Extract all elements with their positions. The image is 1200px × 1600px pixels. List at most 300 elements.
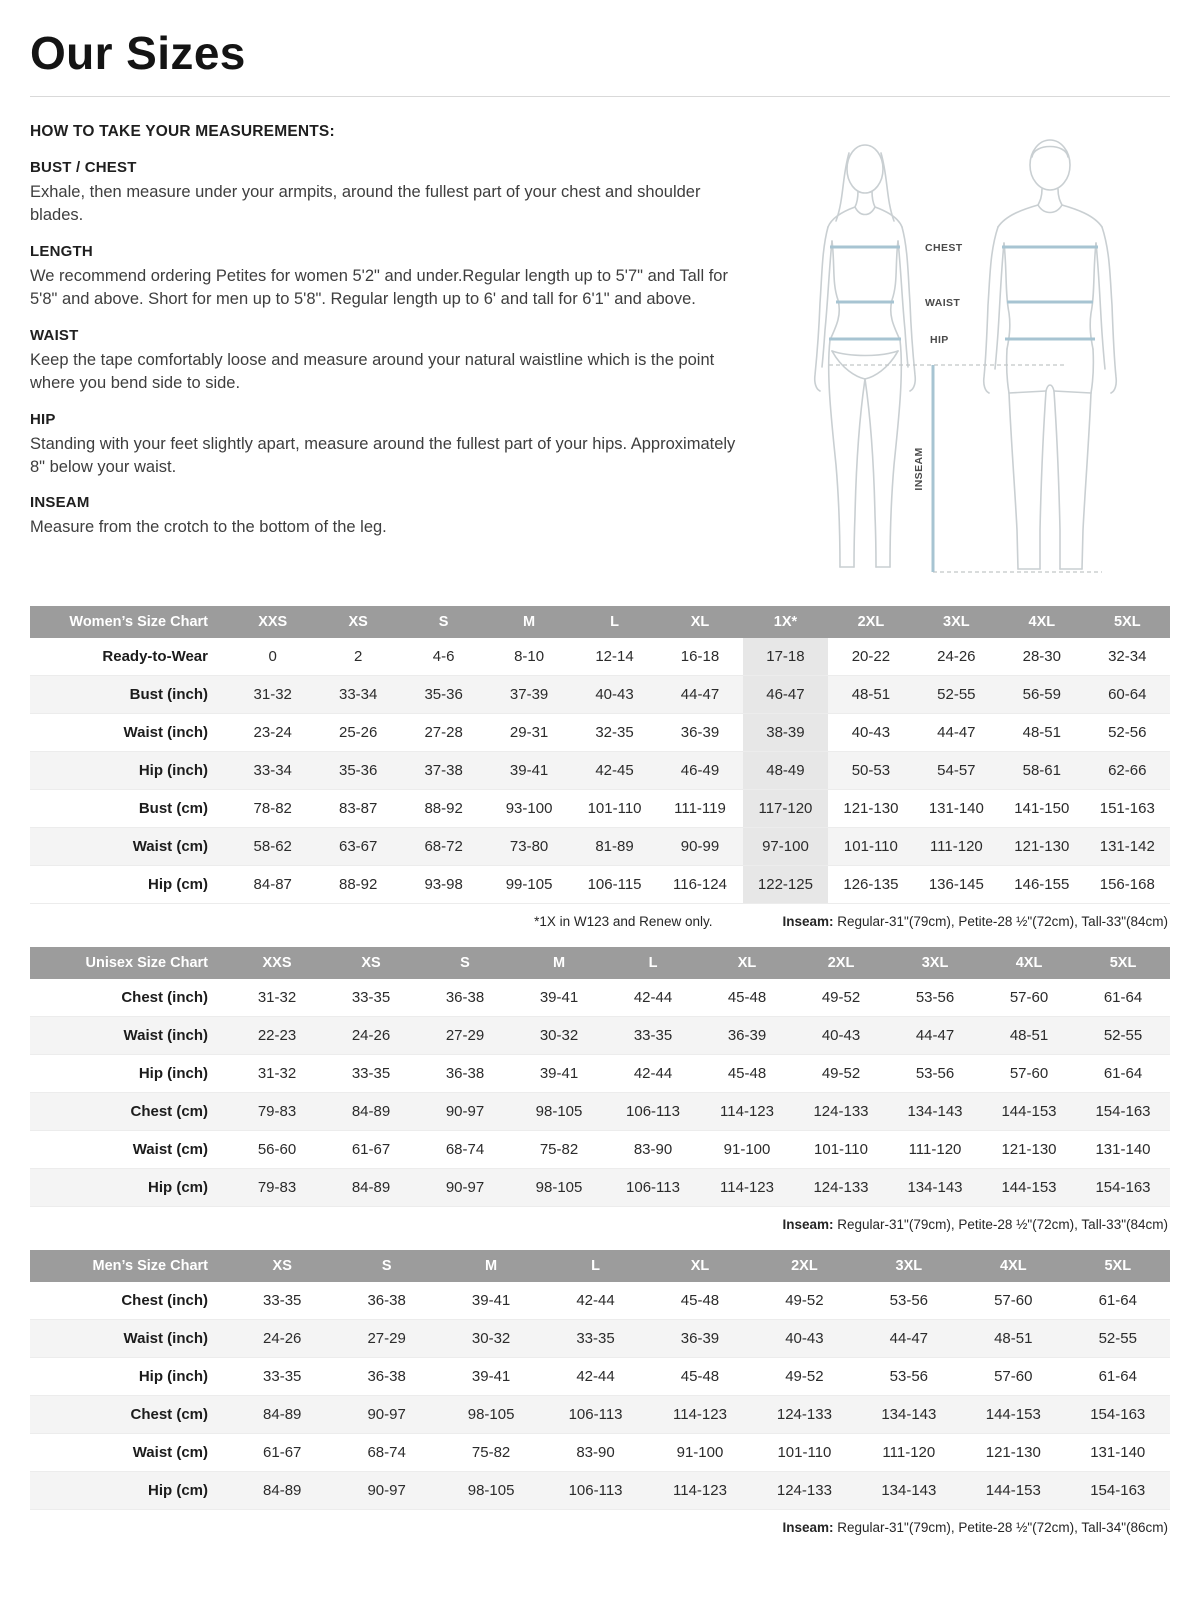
table-row — [30, 1169, 1170, 1207]
size-cell: 84-89 — [230, 1396, 334, 1434]
size-cell: 146-155 — [999, 866, 1084, 904]
row-label: Waist (cm) — [30, 828, 230, 866]
size-cell: 45-48 — [700, 1055, 794, 1093]
size-column-header: M — [486, 606, 571, 638]
size-cell: 114-123 — [700, 1169, 794, 1207]
size-cell: 68-74 — [418, 1131, 512, 1169]
size-cell: 53-56 — [857, 1282, 961, 1320]
size-cell: 90-97 — [334, 1472, 438, 1510]
size-cell: 111-120 — [914, 828, 999, 866]
size-cell: 27-28 — [401, 714, 486, 752]
table-row — [30, 1320, 1170, 1358]
size-cell: 42-44 — [543, 1282, 647, 1320]
size-cell: 75-82 — [512, 1131, 606, 1169]
instruction-section — [30, 327, 752, 396]
table-row — [30, 1093, 1170, 1131]
size-cell: 56-60 — [230, 1131, 324, 1169]
size-cell: 124-133 — [794, 1093, 888, 1131]
size-cell: 30-32 — [512, 1017, 606, 1055]
size-cell: 114-123 — [700, 1093, 794, 1131]
size-cell: 90-97 — [334, 1396, 438, 1434]
size-column-header: 2XL — [794, 947, 888, 979]
size-cell: 121-130 — [828, 790, 913, 828]
size-cell: 54-57 — [914, 752, 999, 790]
size-cell: 42-44 — [543, 1358, 647, 1396]
row-label: Bust (inch) — [30, 676, 230, 714]
table-row — [30, 714, 1170, 752]
size-cell: 117-120 — [743, 790, 828, 828]
size-cell: 24-26 — [230, 1320, 334, 1358]
size-cell: 106-113 — [606, 1093, 700, 1131]
size-column-header: 5XL — [1076, 947, 1170, 979]
table-footnotes — [30, 1510, 1170, 1549]
instruction-section-body: Standing with your feet slightly apart, measure around the fullest part of your hips. Approximately 8" below your waist. — [30, 434, 736, 476]
size-cell: 154-163 — [1076, 1169, 1170, 1207]
mens-table-block — [30, 1250, 1170, 1549]
waist-label: WAIST — [925, 297, 961, 309]
table-row — [30, 790, 1170, 828]
size-cell: 63-67 — [315, 828, 400, 866]
table-row — [30, 1055, 1170, 1093]
size-cell: 40-43 — [752, 1320, 856, 1358]
size-cell: 27-29 — [334, 1320, 438, 1358]
size-cell: 37-39 — [486, 676, 571, 714]
size-column-header: S — [334, 1250, 438, 1282]
size-cell: 20-22 — [828, 638, 913, 676]
measurement-lines — [829, 247, 1102, 572]
instruction-section-body: Measure from the crotch to the bottom of the leg. — [30, 518, 387, 537]
row-label: Chest (inch) — [30, 1282, 230, 1320]
size-column-header: S — [418, 947, 512, 979]
unisex-table-title: Unisex Size Chart — [30, 947, 230, 979]
size-cell: 36-38 — [418, 979, 512, 1017]
size-cell: 33-35 — [324, 1055, 418, 1093]
size-column-header: 5XL — [1066, 1250, 1171, 1282]
size-cell: 37-38 — [401, 752, 486, 790]
instruction-section — [30, 494, 752, 539]
row-label: Chest (cm) — [30, 1396, 230, 1434]
size-cell: 131-140 — [1066, 1434, 1171, 1472]
size-cell: 75-82 — [439, 1434, 543, 1472]
table-row — [30, 638, 1170, 676]
size-cell: 30-32 — [439, 1320, 543, 1358]
size-cell: 52-55 — [914, 676, 999, 714]
size-cell: 49-52 — [752, 1358, 856, 1396]
male-figure-outline — [984, 140, 1117, 569]
size-cell: 16-18 — [657, 638, 742, 676]
size-cell: 46-49 — [657, 752, 742, 790]
size-cell: 45-48 — [700, 979, 794, 1017]
size-cell: 90-99 — [657, 828, 742, 866]
table-header-row — [30, 1250, 1170, 1282]
row-label: Bust (cm) — [30, 790, 230, 828]
size-cell: 58-62 — [230, 828, 315, 866]
size-cell: 38-39 — [743, 714, 828, 752]
inseam-footnote: Inseam: Regular-31"(79cm), Petite-28 ½"(72cm), Tall-33"(84cm) — [782, 914, 1168, 929]
table-row — [30, 1017, 1170, 1055]
instruction-section — [30, 243, 752, 312]
size-cell: 56-59 — [999, 676, 1084, 714]
size-cell: 33-35 — [230, 1282, 334, 1320]
size-cell: 131-140 — [914, 790, 999, 828]
row-label: Hip (inch) — [30, 1358, 230, 1396]
size-cell: 31-32 — [230, 979, 324, 1017]
unisex-table-block — [30, 947, 1170, 1246]
size-cell: 101-110 — [752, 1434, 856, 1472]
size-cell: 24-26 — [324, 1017, 418, 1055]
size-cell: 48-51 — [961, 1320, 1065, 1358]
size-cell: 61-67 — [230, 1434, 334, 1472]
size-cell: 79-83 — [230, 1093, 324, 1131]
size-cell: 49-52 — [794, 1055, 888, 1093]
size-cell: 57-60 — [982, 1055, 1076, 1093]
size-cell: 40-43 — [828, 714, 913, 752]
size-cell: 83-87 — [315, 790, 400, 828]
row-label: Waist (cm) — [30, 1434, 230, 1472]
size-cell: 45-48 — [648, 1282, 752, 1320]
table-row — [30, 1472, 1170, 1510]
size-cell: 106-113 — [606, 1169, 700, 1207]
table-row — [30, 752, 1170, 790]
size-cell: 84-89 — [324, 1093, 418, 1131]
size-cell: 50-53 — [828, 752, 913, 790]
size-column-header: 5XL — [1085, 606, 1170, 638]
table-header-row — [30, 606, 1170, 638]
size-cell: 52-55 — [1066, 1320, 1171, 1358]
size-cell: 49-52 — [752, 1282, 856, 1320]
top-section — [30, 123, 1170, 592]
table-row — [30, 676, 1170, 714]
chest-label: CHEST — [925, 242, 963, 254]
size-column-header: XXS — [230, 606, 315, 638]
size-cell: 101-110 — [572, 790, 657, 828]
size-cell: 57-60 — [961, 1282, 1065, 1320]
inseam-footnote: Inseam: Regular-31"(79cm), Petite-28 ½"(72cm), Tall-33"(84cm) — [782, 1217, 1168, 1232]
size-cell: 29-31 — [486, 714, 571, 752]
size-cell: 60-64 — [1085, 676, 1170, 714]
size-cell: 33-34 — [315, 676, 400, 714]
size-cell: 156-168 — [1085, 866, 1170, 904]
table-row — [30, 1396, 1170, 1434]
row-label: Chest (inch) — [30, 979, 230, 1017]
size-cell: 32-35 — [572, 714, 657, 752]
inseam-footnote-label: Inseam: — [782, 914, 834, 929]
size-cell: 124-133 — [794, 1169, 888, 1207]
size-column-header: 4XL — [961, 1250, 1065, 1282]
size-cell: 42-44 — [606, 979, 700, 1017]
row-label: Chest (cm) — [30, 1093, 230, 1131]
size-column-header: XXS — [230, 947, 324, 979]
size-cell: 131-142 — [1085, 828, 1170, 866]
size-cell: 62-66 — [1085, 752, 1170, 790]
size-column-header: XL — [700, 947, 794, 979]
size-cell: 154-163 — [1076, 1093, 1170, 1131]
size-cell: 154-163 — [1066, 1472, 1171, 1510]
size-cell: 44-47 — [657, 676, 742, 714]
size-column-header: L — [572, 606, 657, 638]
size-column-header: L — [606, 947, 700, 979]
row-label: Hip (inch) — [30, 1055, 230, 1093]
size-cell: 154-163 — [1066, 1396, 1171, 1434]
size-cell: 101-110 — [828, 828, 913, 866]
size-column-header: 3XL — [914, 606, 999, 638]
instructions-heading: HOW TO TAKE YOUR MEASUREMENTS: — [30, 123, 335, 140]
size-cell: 68-74 — [334, 1434, 438, 1472]
size-cell: 39-41 — [512, 979, 606, 1017]
size-cell: 114-123 — [648, 1472, 752, 1510]
instruction-section-title: LENGTH — [30, 242, 93, 260]
size-column-header: XS — [324, 947, 418, 979]
size-cell: 32-34 — [1085, 638, 1170, 676]
page-title: Our Sizes — [30, 27, 246, 79]
size-cell: 44-47 — [888, 1017, 982, 1055]
title-divider — [30, 96, 1170, 97]
womens-size-table — [30, 606, 1170, 904]
size-cell: 61-64 — [1076, 1055, 1170, 1093]
instruction-section-title: INSEAM — [30, 494, 90, 512]
size-cell: 61-64 — [1076, 979, 1170, 1017]
instruction-section-title: HIP — [30, 410, 56, 428]
size-cell: 111-120 — [857, 1434, 961, 1472]
table-row — [30, 866, 1170, 904]
size-cell: 58-61 — [999, 752, 1084, 790]
size-column-header: XS — [230, 1250, 334, 1282]
size-cell: 79-83 — [230, 1169, 324, 1207]
size-cell: 4-6 — [401, 638, 486, 676]
size-cell: 42-44 — [606, 1055, 700, 1093]
size-cell: 144-153 — [961, 1396, 1065, 1434]
row-label: Waist (inch) — [30, 1017, 230, 1055]
size-cell: 31-32 — [230, 1055, 324, 1093]
size-cell: 131-140 — [1076, 1131, 1170, 1169]
mens-size-table — [30, 1250, 1170, 1510]
mens-table-title: Men’s Size Chart — [30, 1250, 230, 1282]
size-cell: 2 — [315, 638, 400, 676]
hip-label: HIP — [930, 334, 949, 346]
size-cell: 36-38 — [418, 1055, 512, 1093]
row-label: Hip (cm) — [30, 866, 230, 904]
size-cell: 36-39 — [657, 714, 742, 752]
instruction-section — [30, 159, 752, 228]
size-cell: 23-24 — [230, 714, 315, 752]
womens-table-block — [30, 606, 1170, 943]
size-cell: 39-41 — [512, 1055, 606, 1093]
size-cell: 134-143 — [888, 1169, 982, 1207]
size-cell: 28-30 — [999, 638, 1084, 676]
womens-table-title: Women’s Size Chart — [30, 606, 230, 638]
inseam-footnote-label: Inseam: — [782, 1520, 834, 1535]
table-row — [30, 1131, 1170, 1169]
size-cell: 98-105 — [512, 1169, 606, 1207]
size-cell: 81-89 — [572, 828, 657, 866]
size-column-header: S — [401, 606, 486, 638]
size-cell: 98-105 — [439, 1396, 543, 1434]
size-column-header: M — [512, 947, 606, 979]
row-label: Ready-to-Wear — [30, 638, 230, 676]
size-cell: 101-110 — [794, 1131, 888, 1169]
size-cell: 40-43 — [794, 1017, 888, 1055]
size-cell: 12-14 — [572, 638, 657, 676]
size-cell: 151-163 — [1085, 790, 1170, 828]
size-cell: 126-135 — [828, 866, 913, 904]
size-cell: 124-133 — [752, 1396, 856, 1434]
size-cell: 144-153 — [961, 1472, 1065, 1510]
size-cell: 48-51 — [999, 714, 1084, 752]
size-cell: 121-130 — [961, 1434, 1065, 1472]
size-cell: 48-51 — [828, 676, 913, 714]
size-cell: 36-38 — [334, 1282, 438, 1320]
row-label: Hip (inch) — [30, 752, 230, 790]
size-cell: 90-97 — [418, 1169, 512, 1207]
size-cell: 134-143 — [857, 1396, 961, 1434]
size-cell: 53-56 — [888, 979, 982, 1017]
row-label: Waist (inch) — [30, 714, 230, 752]
size-cell: 39-41 — [439, 1282, 543, 1320]
table-row — [30, 1282, 1170, 1320]
size-column-header: 3XL — [888, 947, 982, 979]
size-cell: 44-47 — [914, 714, 999, 752]
size-cell: 44-47 — [857, 1320, 961, 1358]
size-cell: 25-26 — [315, 714, 400, 752]
size-column-header: 2XL — [828, 606, 913, 638]
table-row — [30, 979, 1170, 1017]
size-cell: 61-67 — [324, 1131, 418, 1169]
size-column-header: 4XL — [999, 606, 1084, 638]
size-column-header: XL — [648, 1250, 752, 1282]
size-cell: 91-100 — [648, 1434, 752, 1472]
size-cell: 35-36 — [315, 752, 400, 790]
size-cell: 83-90 — [606, 1131, 700, 1169]
size-cell: 57-60 — [961, 1358, 1065, 1396]
table-row — [30, 1358, 1170, 1396]
row-label: Hip (cm) — [30, 1169, 230, 1207]
size-cell: 53-56 — [888, 1055, 982, 1093]
size-cell: 99-105 — [486, 866, 571, 904]
size-column-header: XS — [315, 606, 400, 638]
body-measurement-illustration — [770, 125, 1160, 587]
size-cell: 33-35 — [543, 1320, 647, 1358]
instruction-sections — [30, 159, 752, 540]
size-cell: 121-130 — [982, 1131, 1076, 1169]
measurement-diagram — [770, 123, 1170, 592]
size-cell: 39-41 — [486, 752, 571, 790]
instruction-section-body: We recommend ordering Petites for women 5'2" and under.Regular length up to 5'7" and Tall for 5'8" and above. Short for men up to 5'8". Regular length up to 6' and tall for 6'1" and above. — [30, 266, 728, 309]
size-cell: 141-150 — [999, 790, 1084, 828]
size-cell: 106-115 — [572, 866, 657, 904]
size-cell: 144-153 — [982, 1093, 1076, 1131]
instruction-section-body: Keep the tape comfortably loose and measure around your natural waistline which is the point where you bend side to side. — [30, 350, 715, 393]
table-header-row — [30, 947, 1170, 979]
size-cell: 22-23 — [230, 1017, 324, 1055]
size-column-header: 1X* — [743, 606, 828, 638]
size-cell: 45-48 — [648, 1358, 752, 1396]
size-cell: 39-41 — [439, 1358, 543, 1396]
size-cell: 111-120 — [888, 1131, 982, 1169]
size-cell: 98-105 — [512, 1093, 606, 1131]
row-label: Waist (inch) — [30, 1320, 230, 1358]
size-cell: 46-47 — [743, 676, 828, 714]
instruction-section — [30, 411, 752, 480]
size-cell: 52-56 — [1085, 714, 1170, 752]
measurement-instructions — [30, 123, 752, 592]
size-cell: 36-39 — [648, 1320, 752, 1358]
size-cell: 98-105 — [439, 1472, 543, 1510]
size-cell: 106-113 — [543, 1396, 647, 1434]
size-cell: 33-35 — [324, 979, 418, 1017]
table-row — [30, 1434, 1170, 1472]
instruction-section-body: Exhale, then measure under your armpits, around the fullest part of your chest and shoulder blades. — [30, 183, 701, 225]
size-column-header: 3XL — [857, 1250, 961, 1282]
table-footnotes — [30, 904, 1170, 943]
size-column-header: L — [543, 1250, 647, 1282]
size-cell: 93-100 — [486, 790, 571, 828]
size-cell: 122-125 — [743, 866, 828, 904]
size-cell: 97-100 — [743, 828, 828, 866]
size-cell: 61-64 — [1066, 1282, 1171, 1320]
size-tables — [30, 606, 1170, 1549]
instruction-section-title: BUST / CHEST — [30, 159, 137, 176]
size-cell: 48-49 — [743, 752, 828, 790]
size-cell: 88-92 — [401, 790, 486, 828]
size-cell: 134-143 — [888, 1093, 982, 1131]
size-cell: 84-89 — [230, 1472, 334, 1510]
size-cell: 136-145 — [914, 866, 999, 904]
size-cell: 57-60 — [982, 979, 1076, 1017]
size-cell: 134-143 — [857, 1472, 961, 1510]
size-cell: 0 — [230, 638, 315, 676]
size-column-header: 2XL — [752, 1250, 856, 1282]
size-cell: 93-98 — [401, 866, 486, 904]
size-cell: 42-45 — [572, 752, 657, 790]
row-label: Hip (cm) — [30, 1472, 230, 1510]
size-cell: 121-130 — [999, 828, 1084, 866]
size-column-header: XL — [657, 606, 742, 638]
size-cell: 84-87 — [230, 866, 315, 904]
female-figure-outline — [815, 145, 916, 567]
size-column-header: 4XL — [982, 947, 1076, 979]
size-cell: 68-72 — [401, 828, 486, 866]
size-cell: 52-55 — [1076, 1017, 1170, 1055]
row-label: Waist (cm) — [30, 1131, 230, 1169]
size-cell: 40-43 — [572, 676, 657, 714]
size-column-header: M — [439, 1250, 543, 1282]
size-cell: 48-51 — [982, 1017, 1076, 1055]
size-cell: 31-32 — [230, 676, 315, 714]
size-cell: 91-100 — [700, 1131, 794, 1169]
size-cell: 84-89 — [324, 1169, 418, 1207]
instruction-section-title: WAIST — [30, 326, 79, 344]
inseam-label: INSEAM — [913, 447, 925, 491]
size-cell: 27-29 — [418, 1017, 512, 1055]
size-cell: 36-39 — [700, 1017, 794, 1055]
size-cell: 33-35 — [606, 1017, 700, 1055]
size-cell: 116-124 — [657, 866, 742, 904]
size-cell: 114-123 — [648, 1396, 752, 1434]
size-cell: 111-119 — [657, 790, 742, 828]
footnote-asterisk: *1X in W123 and Renew only. — [534, 914, 713, 929]
size-cell: 36-38 — [334, 1358, 438, 1396]
size-cell: 24-26 — [914, 638, 999, 676]
table-row — [30, 828, 1170, 866]
size-cell: 90-97 — [418, 1093, 512, 1131]
size-cell: 17-18 — [743, 638, 828, 676]
size-cell: 124-133 — [752, 1472, 856, 1510]
inseam-footnote-label: Inseam: — [782, 1217, 834, 1232]
size-cell: 33-34 — [230, 752, 315, 790]
size-cell: 33-35 — [230, 1358, 334, 1396]
size-cell: 144-153 — [982, 1169, 1076, 1207]
size-cell: 35-36 — [401, 676, 486, 714]
